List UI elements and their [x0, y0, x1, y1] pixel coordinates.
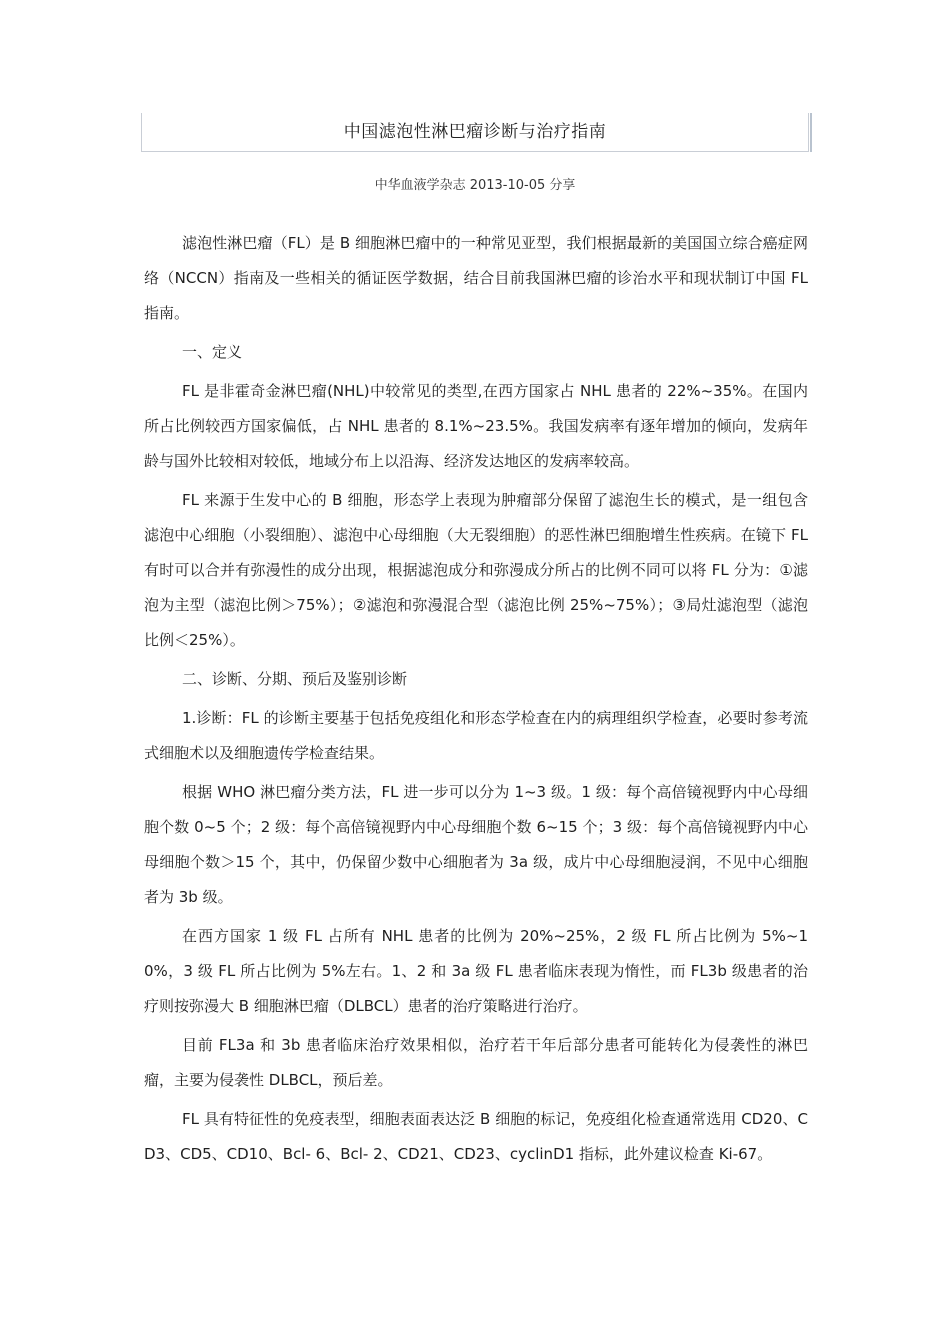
- section-heading-definition: 一、定义: [182, 343, 243, 361]
- paragraph-intro: 滤泡性淋巴瘤（FL）是 B 细胞淋巴瘤中的一种常见亚型，我们根据最新的美国国立综合癌症网络（NCCN）指南及一些相关的循证医学数据，结合目前我国淋巴瘤的诊治水平和现状制订中国 FL 指南。: [144, 234, 808, 322]
- paragraph-immunophenotype: FL 具有特征性的免疫表型，细胞表面表达泛 B 细胞的标记，免疫组化检查通常选用 CD20、CD3、CD5、CD10、Bcl- 6、Bcl- 2、CD21、CD23、cyclinD1 指标，此外建议检查 Ki-67。: [144, 1110, 808, 1163]
- paragraph-grade-proportions: 在西方国家 1 级 FL 占所有 NHL 患者的比例为 20%~25%，2 级 FL 所占比例为 5%~10%，3 级 FL 所占比例为 5%左右。1、2 和 3a 级 FL 患者临床表现为惰性，而 FL3b 级患者的治疗则按弥漫大 B 细胞淋巴瘤（DLBCL）患者的治疗策略进行治疗。: [144, 927, 808, 1015]
- title-box: [141, 113, 809, 152]
- source-line: 中华血液学杂志 2013-10-05 分享: [374, 178, 576, 193]
- paragraph-diagnosis: 1.诊断：FL 的诊断主要基于包括免疫组化和形态学检查在内的病理组织学检查，必要时参考流式细胞术以及细胞遗传学检查结果。: [144, 709, 808, 762]
- paragraph-epidemiology: FL 是非霍奇金淋巴瘤(NHL)中较常见的类型,在西方国家占 NHL 患者的 22%~35%。在国内所占比例较西方国家偏低，占 NHL 患者的 8.1%~23.5%。我国发病率有逐年增加的倾向，发病年龄与国外比较相对较低，地域分布上以沿海、经济发达地区的发病率较高。: [144, 382, 808, 470]
- paragraph-morphology: FL 来源于生发中心的 B 细胞，形态学上表现为肿瘤部分保留了滤泡生长的模式，是一组包含滤泡中心细胞（小裂细胞）、滤泡中心母细胞（大无裂细胞）的恶性淋巴细胞增生性疾病。在镜下 FL 有时可以合并有弥漫性的成分出现，根据滤泡成分和弥漫成分所占的比例不同可以将 FL 分为：①滤泡为主型（滤泡比例＞75%）；②滤泡和弥漫混合型（滤泡比例 25%~75%）；③局灶滤泡型（滤泡比例＜25%）。: [144, 491, 808, 649]
- article-body: [144, 226, 808, 1176]
- section-heading-diagnosis: 二、诊断、分期、预后及鉴别诊断: [182, 670, 408, 688]
- page-title: 中国滤泡性淋巴瘤诊断与治疗指南: [343, 122, 607, 142]
- paragraph-grading: 根据 WHO 淋巴瘤分类方法，FL 进一步可以分为 1~3 级。1 级：每个高倍镜视野内中心母细胞个数 0~5 个；2 级：每个高倍镜视野内中心母细胞个数 6~15 个；3 级：每个高倍镜视野内中心母细胞个数＞15 个，其中，仍保留少数中心细胞者为 3a 级，成片中心母细胞浸润，不见中心细胞者为 3b 级。: [144, 783, 808, 906]
- paragraph-prognosis: 目前 FL3a 和 3b 患者临床治疗效果相似，治疗若干年后部分患者可能转化为侵袭性的淋巴瘤，主要为侵袭性 DLBCL，预后差。: [144, 1036, 808, 1089]
